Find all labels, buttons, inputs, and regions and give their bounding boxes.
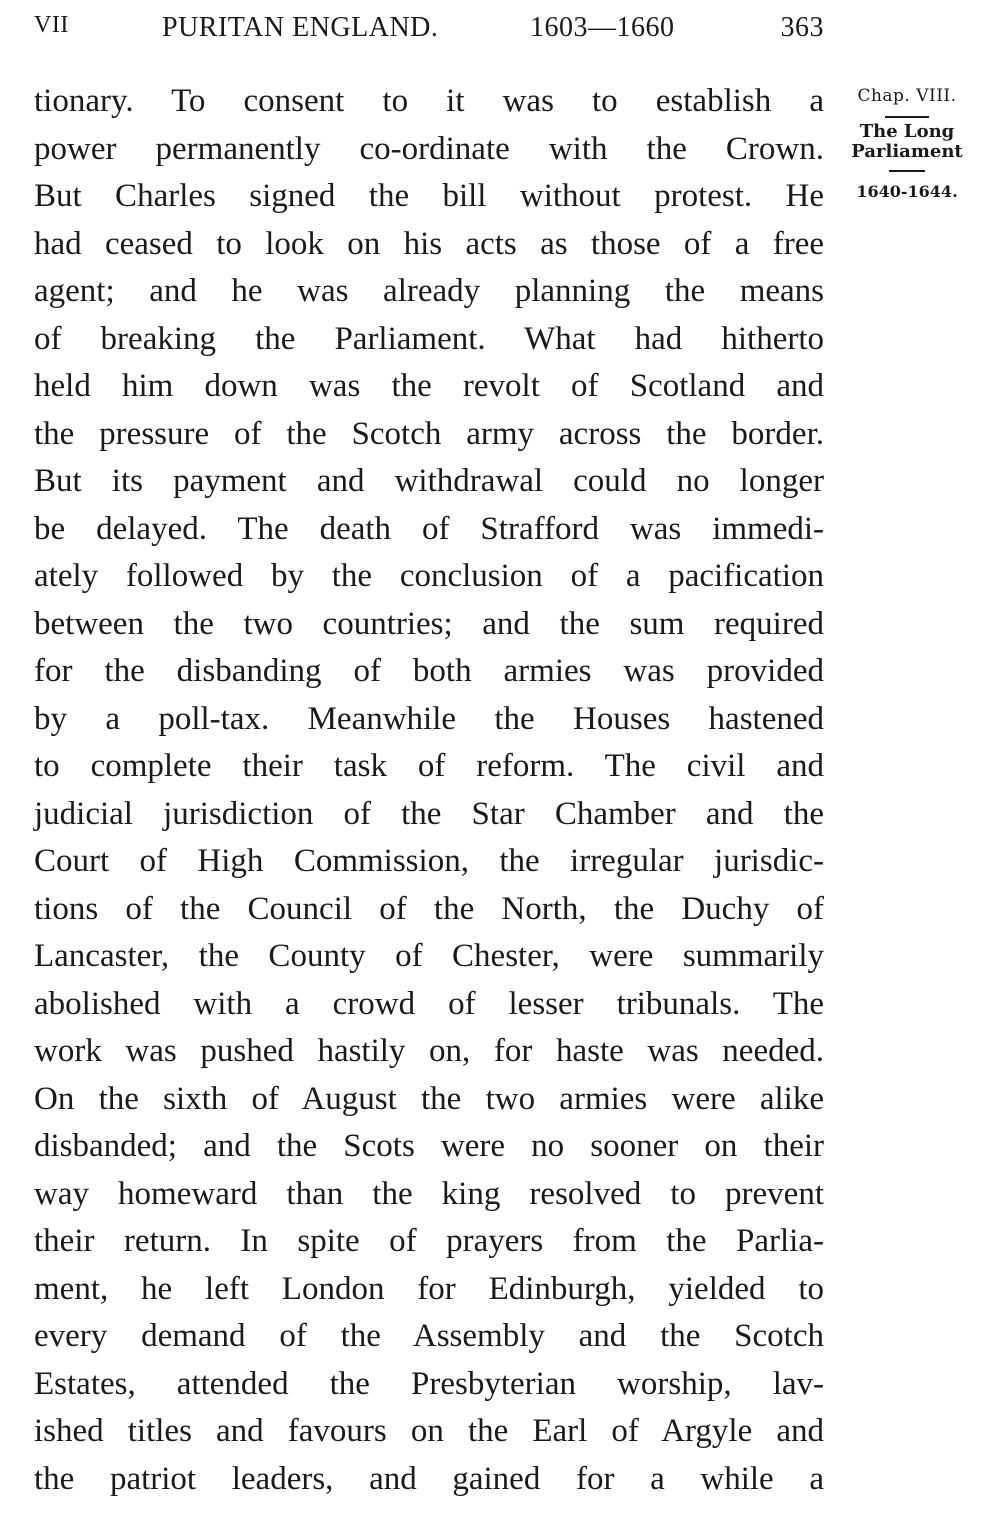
- text-line: every demand of the Assembly and the Scotch: [34, 1318, 824, 1354]
- text-line: But Charles signed the bill without protest. He: [34, 178, 824, 214]
- text-line: to complete their task of reform. The civil and: [34, 748, 824, 784]
- text-line: for the disbanding of both armies was provided: [34, 653, 824, 689]
- text-line: abolished with a crowd of lesser tribunals. The: [34, 985, 824, 1022]
- text-line: disbanded; and the Scots were no sooner on their: [34, 1128, 824, 1164]
- text-line: be delayed. The death of Strafford was immedi-: [34, 510, 824, 547]
- text-line: held him down was the revolt of Scotland and: [34, 368, 824, 404]
- text-line: Court of High Commission, the irregular jurisdic-: [34, 843, 824, 879]
- margin-subject-line1: The Long: [859, 121, 955, 142]
- body-text: [34, 78, 824, 1503]
- text-line: tions of the Council of the North, the Duchy of: [34, 890, 824, 927]
- text-line: way homeward than the king resolved to prevent: [34, 1175, 824, 1212]
- text-line: between the two countries; and the sum required: [34, 605, 824, 642]
- text-line: work was pushed hastily on, for haste was needed.: [34, 1033, 824, 1069]
- text-line: ment, he left London for Edinburgh, yielded to: [34, 1270, 824, 1307]
- text-line: agent; and he was already planning the means: [34, 273, 824, 309]
- text-line: Estates, attended the Presbyterian worship, lav-: [34, 1365, 824, 1402]
- text-line: the patriot leaders, and gained for a while a: [34, 1460, 824, 1497]
- text-line: the pressure of the Scotch army across the border.: [34, 415, 824, 452]
- text-line: of breaking the Parliament. What had hitherto: [34, 320, 824, 357]
- text-line: by a poll-tax. Meanwhile the Houses hastened: [34, 700, 824, 737]
- running-header: [34, 12, 824, 48]
- header-years: 1603—1660: [530, 12, 675, 43]
- text-line: judicial jurisdiction of the Star Chamber and the: [34, 795, 824, 832]
- page-number: 363: [780, 12, 824, 43]
- margin-note: [836, 86, 978, 201]
- text-line: their return. In spite of prayers from the Parlia-: [34, 1223, 824, 1259]
- text-line: But its payment and withdrawal could no longer: [34, 463, 824, 499]
- margin-subject-line2: Parliament: [851, 141, 963, 162]
- margin-chapter: Chap. VIII.: [857, 86, 957, 106]
- text-line: had ceased to look on his acts as those of a free: [34, 225, 824, 262]
- text-line: ately followed by the conclusion of a pacification: [34, 558, 824, 594]
- margin-rule: [885, 116, 929, 118]
- margin-years: 1640-1644.: [856, 182, 958, 201]
- header-book-title: PURITAN ENGLAND.: [162, 12, 439, 43]
- text-line: tionary. To consent to it was to establish a: [34, 83, 824, 119]
- margin-rule: [889, 170, 925, 172]
- text-line: Lancaster, the County of Chester, were summarily: [34, 938, 824, 974]
- text-line: ished titles and favours on the Earl of Argyle and: [34, 1413, 824, 1449]
- text-line: power permanently co-ordinate with the Crown.: [34, 130, 824, 167]
- text-line: On the sixth of August the two armies were alike: [34, 1080, 824, 1117]
- header-chapter-number: VII: [34, 12, 69, 38]
